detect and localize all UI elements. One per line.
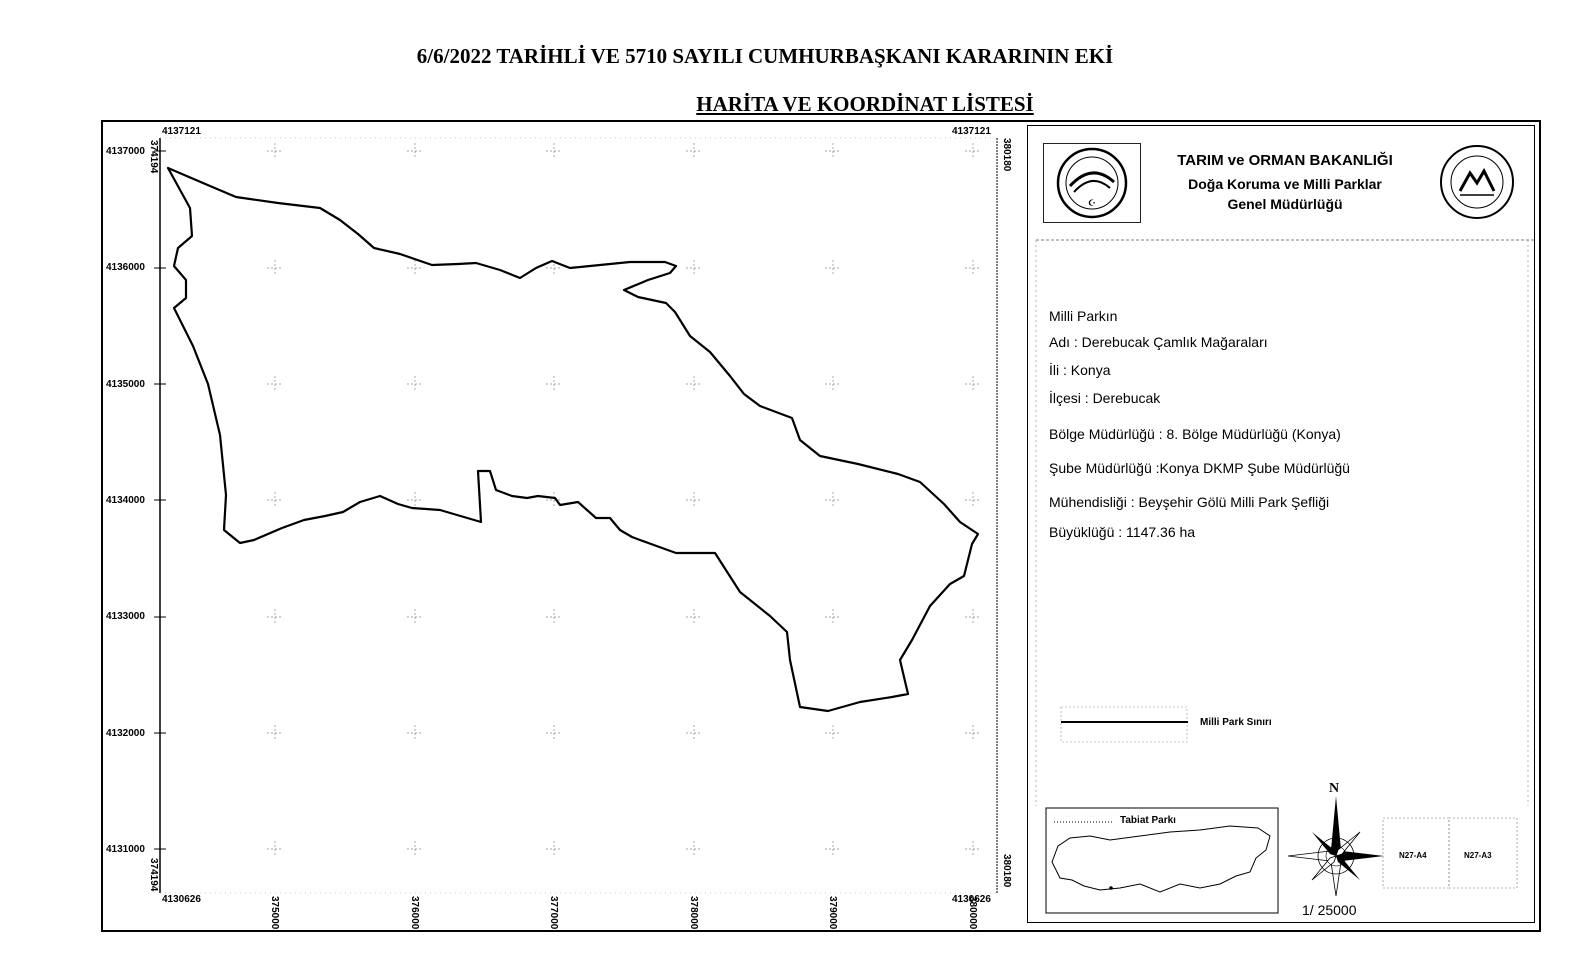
- dkmp-logo-icon: [1430, 143, 1524, 221]
- corner-label-right-bottom: 380180: [1001, 854, 1012, 888]
- y-tick-label: 4131000: [106, 844, 145, 855]
- coordinate-grid: [154, 143, 981, 857]
- y-tick-label: 4133000: [106, 611, 145, 622]
- document-subtitle: HARİTA VE KOORDİNAT LİSTESİ: [696, 92, 1034, 116]
- org-line-2: Doğa Koruma ve Milli Parklar: [1188, 176, 1382, 192]
- info-name: Adı : Derebucak Çamlık Mağaraları: [1049, 334, 1268, 350]
- north-label: N: [1329, 781, 1340, 796]
- y-tick-label: 4137000: [106, 146, 145, 157]
- national-park-boundary: [168, 168, 978, 711]
- corner-label-top-right: 4137121: [952, 126, 991, 137]
- corner-label-right-top: 380180: [1001, 138, 1012, 172]
- x-tick-label: 377000: [548, 896, 559, 930]
- document-title: 6/6/2022 TARİHLİ VE 5710 SAYILI CUMHURBAŞKANI KARARININ EKİ: [416, 44, 1114, 68]
- x-tick-label: 376000: [409, 896, 420, 930]
- info-engineering: Mühendisliği : Beyşehir Gölü Milli Park Şefliği: [1049, 494, 1330, 510]
- ministry-logo-frame: [1043, 143, 1141, 223]
- x-tick-label: 380000: [967, 896, 978, 930]
- info-heading: Milli Parkın: [1049, 308, 1118, 324]
- ministry-logo-icon: [1044, 144, 1140, 222]
- org-line-3: Genel Müdürlüğü: [1227, 196, 1343, 212]
- org-line-1: TARIM ve ORMAN BAKANLIĞI: [1177, 152, 1393, 169]
- info-province: İli : Konya: [1049, 362, 1111, 378]
- y-tick-label: 4135000: [106, 379, 145, 390]
- corner-label-left-top: 374194: [148, 140, 159, 174]
- corner-label-bottom-right: 4130626: [952, 894, 991, 905]
- info-branch-directorate: Şube Müdürlüğü :Konya DKMP Şube Müdürlüğü: [1049, 460, 1350, 476]
- info-district: İlçesi : Derebucak: [1049, 390, 1161, 406]
- svg-text:☪: ☪: [1087, 199, 1097, 209]
- corner-label-left-bottom: 374194: [148, 858, 159, 892]
- inset-label: Tabiat Parkı: [1120, 815, 1176, 826]
- y-tick-label: 4134000: [106, 495, 145, 506]
- x-tick-label: 378000: [688, 896, 699, 930]
- y-tick-label: 4132000: [106, 728, 145, 739]
- y-tick-label: 4136000: [106, 262, 145, 273]
- sheet-label-a3: N27-A3: [1464, 851, 1492, 860]
- dkmp-logo-frame: [1430, 143, 1524, 221]
- info-regional-directorate: Bölge Müdürlüğü : 8. Bölge Müdürlüğü (Konya): [1049, 426, 1341, 442]
- info-area: Büyüklüğü : 1147.36 ha: [1049, 524, 1196, 540]
- legend-label: Milli Park Sınırı: [1200, 717, 1272, 728]
- corner-label-bottom-left: 4130626: [162, 894, 201, 905]
- x-tick-label: 375000: [269, 896, 280, 930]
- sheet-label-a4: N27-A4: [1399, 851, 1427, 860]
- corner-label-top-left: 4137121: [162, 126, 201, 137]
- x-tick-label: 379000: [827, 896, 838, 930]
- scale-label: 1/ 25000: [1302, 902, 1357, 918]
